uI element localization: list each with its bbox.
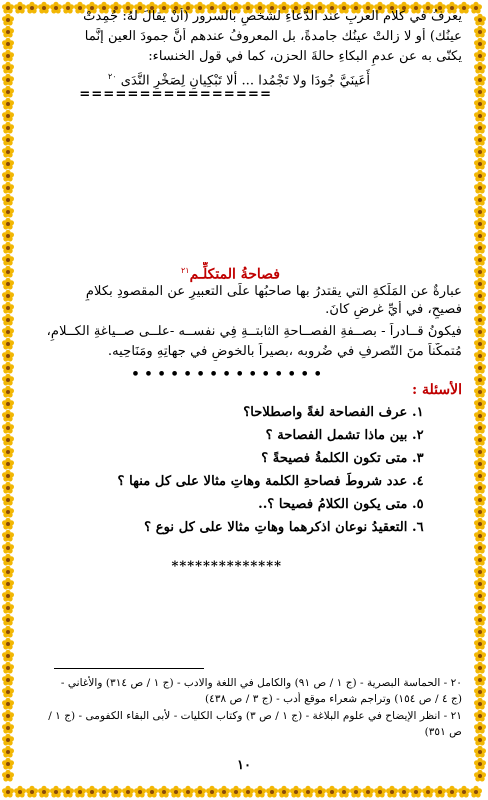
question-item bbox=[26, 497, 432, 512]
flower-ornament bbox=[2, 194, 14, 206]
question-number: ١. bbox=[412, 405, 424, 420]
flower-ornament bbox=[474, 206, 486, 218]
flower-ornament bbox=[2, 770, 14, 782]
questions-title bbox=[26, 381, 462, 400]
flower-ornament bbox=[2, 86, 14, 98]
question-text: عرف الفصاحة لغةً واصطلاحا؟ bbox=[243, 405, 408, 420]
question-item bbox=[26, 451, 432, 466]
flower-ornament bbox=[2, 494, 14, 506]
flower-ornament bbox=[474, 482, 486, 494]
flower-ornament bbox=[2, 722, 14, 734]
flower-ornament bbox=[474, 230, 486, 242]
dots-separator: • • • • • • • • • • • • • • • bbox=[131, 367, 322, 382]
question-item bbox=[26, 474, 432, 489]
flower-ornament bbox=[474, 74, 486, 86]
paragraph-line: يعرفُ في كلام العربِ عند الدُّعاءِ لشخصٍ بالسرور (أنْ يقالَ لهُ: جُمِدتْ bbox=[83, 9, 462, 24]
flower-ornament bbox=[474, 218, 486, 230]
flower-ornament bbox=[474, 350, 486, 362]
flower-ornament bbox=[2, 134, 14, 146]
flower-ornament bbox=[474, 278, 486, 290]
footnote-ref: ٢١ bbox=[181, 266, 190, 275]
question-number: ٢. bbox=[412, 428, 424, 443]
flower-ornament bbox=[2, 218, 14, 230]
question-number: ٦. bbox=[412, 520, 424, 535]
flower-ornament bbox=[2, 674, 14, 686]
flower-ornament bbox=[2, 482, 14, 494]
flower-ornament bbox=[470, 2, 482, 14]
flower-ornament bbox=[2, 254, 14, 266]
flower-ornament bbox=[2, 686, 14, 698]
flower-ornament bbox=[2, 554, 14, 566]
flower-ornament bbox=[474, 518, 486, 530]
flower-ornament bbox=[474, 62, 486, 74]
flower-ornament bbox=[474, 554, 486, 566]
question-item bbox=[26, 520, 432, 535]
paragraph-line: فصيحٍ، في أيِّ غرضٍ كانَ. bbox=[325, 302, 462, 317]
flower-ornament bbox=[474, 194, 486, 206]
flower-ornament bbox=[2, 338, 14, 350]
flower-ornament bbox=[474, 434, 486, 446]
flower-ornament bbox=[2, 314, 14, 326]
flower-ornament bbox=[2, 158, 14, 170]
footnote-line: ٢١ - انظر الإيضاح في علوم البلاغة - (ج ١ / ص ٣) وكتاب الكليات - لأبى البقاء الكفومى - (ج ١ / bbox=[48, 710, 462, 722]
question-text: متى تكون الكلمةُ فصيحةً ؟ bbox=[261, 451, 408, 466]
footnote-ref: ٢٠ bbox=[107, 72, 117, 81]
question-number: ٥. bbox=[412, 497, 424, 512]
flower-ornament bbox=[474, 662, 486, 674]
flower-ornament bbox=[474, 86, 486, 98]
footnote-line: (ج ٤ / ص ١٥٤) وتراجم شعراء موقع أدب - (ج ٣ / ص ٤٣٨) bbox=[205, 693, 462, 705]
flower-ornament bbox=[474, 638, 486, 650]
flower-ornament bbox=[2, 182, 14, 194]
flower-ornament bbox=[474, 650, 486, 662]
flower-ornament bbox=[2, 170, 14, 182]
question-text: متى يكون الكلامُ فصيحا ؟.. bbox=[258, 497, 408, 512]
flower-ornament bbox=[474, 146, 486, 158]
flower-ornament bbox=[2, 14, 14, 26]
flower-ornament bbox=[2, 302, 14, 314]
flower-ornament bbox=[474, 698, 486, 710]
flower-ornament bbox=[474, 254, 486, 266]
flower-ornament bbox=[474, 602, 486, 614]
footnote-line: ص ٣٥١) bbox=[424, 726, 462, 738]
flower-ornament bbox=[2, 530, 14, 542]
flower-ornament bbox=[2, 470, 14, 482]
flower-ornament bbox=[474, 134, 486, 146]
flower-ornament bbox=[474, 14, 486, 26]
flower-ornament bbox=[2, 734, 14, 746]
section-heading bbox=[181, 262, 280, 284]
flower-ornament bbox=[2, 422, 14, 434]
question-text: التعقيدُ نوعان اذكرهما وهاتِ مثالا على كل نوع ؟ bbox=[144, 520, 408, 535]
flower-ornament bbox=[474, 590, 486, 602]
question-text: عدد شروطَ فصاحةِ الكلمة وهاتِ مثالا على كل منها ؟ bbox=[117, 474, 408, 489]
flower-ornament bbox=[474, 266, 486, 278]
flower-ornament bbox=[474, 314, 486, 326]
flower-ornament bbox=[474, 362, 486, 374]
flower-ornament bbox=[2, 230, 14, 242]
flower-ornament bbox=[2, 566, 14, 578]
flower-ornament bbox=[2, 590, 14, 602]
paragraph-line: عبارةٌ عن المَلَكةِ التي يقتدرُ بها صاحبُها علَى التعبيرِ عن المقصودِ بكلامٍ bbox=[85, 284, 462, 299]
footnote-rule bbox=[54, 668, 204, 669]
flower-ornament bbox=[474, 578, 486, 590]
flower-ornament bbox=[474, 686, 486, 698]
flower-ornament bbox=[474, 386, 486, 398]
flower-ornament bbox=[2, 578, 14, 590]
paragraph-line: عينُك) أو لا زالتْ عينُك جامدةً، بل المعروفُ عندهم أنَّ جمودَ العين إنَّما bbox=[84, 29, 462, 44]
flower-ornament bbox=[474, 494, 486, 506]
flower-ornament bbox=[474, 758, 486, 770]
flower-ornament bbox=[2, 710, 14, 722]
flower-ornament bbox=[474, 470, 486, 482]
flower-ornament bbox=[2, 26, 14, 38]
flower-ornament bbox=[470, 786, 482, 798]
flower-ornament bbox=[474, 50, 486, 62]
question-number: ٤. bbox=[412, 474, 424, 489]
flower-ornament bbox=[474, 446, 486, 458]
flower-ornament bbox=[2, 602, 14, 614]
flower-ornament bbox=[474, 170, 486, 182]
flower-ornament bbox=[2, 786, 14, 798]
flower-ornament bbox=[14, 2, 26, 14]
flower-ornament bbox=[474, 458, 486, 470]
flower-ornament bbox=[474, 158, 486, 170]
flower-ornament bbox=[474, 38, 486, 50]
flower-ornament bbox=[474, 326, 486, 338]
flower-ornament bbox=[2, 638, 14, 650]
footnote-line: ٢٠ - الحماسة البصرية - (ج ١ / ص ٩١) والكامل في اللغة والادب - (ج ١ / ص ٣١٤) والأغاني - bbox=[60, 677, 462, 689]
flower-ornament bbox=[2, 518, 14, 530]
flower-ornament bbox=[2, 542, 14, 554]
flower-ornament bbox=[2, 506, 14, 518]
flower-ornament bbox=[2, 38, 14, 50]
flower-ornament bbox=[2, 758, 14, 770]
flower-ornament bbox=[2, 458, 14, 470]
flower-ornament bbox=[2, 374, 14, 386]
separator-line: ================ bbox=[79, 87, 272, 102]
flower-ornament bbox=[474, 722, 486, 734]
flower-ornament bbox=[2, 398, 14, 410]
questions-title-text: الأسئلة : bbox=[411, 382, 462, 398]
flower-ornament bbox=[2, 2, 14, 14]
flower-ornament bbox=[2, 146, 14, 158]
flower-ornament bbox=[2, 446, 14, 458]
flower-ornament bbox=[2, 110, 14, 122]
flower-ornament bbox=[474, 734, 486, 746]
question-item bbox=[26, 405, 432, 420]
flower-ornament bbox=[2, 266, 14, 278]
flower-ornament bbox=[474, 626, 486, 638]
flower-ornament bbox=[474, 530, 486, 542]
flower-ornament bbox=[2, 362, 14, 374]
flower-ornament bbox=[474, 110, 486, 122]
flower-ornament bbox=[2, 434, 14, 446]
flower-ornament bbox=[474, 506, 486, 518]
flower-ornament bbox=[2, 614, 14, 626]
flower-ornament bbox=[2, 350, 14, 362]
flower-ornament bbox=[2, 290, 14, 302]
flower-ornament bbox=[2, 326, 14, 338]
flower-ornament bbox=[474, 770, 486, 782]
flower-ornament bbox=[474, 98, 486, 110]
flower-ornament bbox=[474, 422, 486, 434]
flower-ornament bbox=[474, 410, 486, 422]
flower-ornament bbox=[2, 206, 14, 218]
flower-ornament bbox=[14, 786, 26, 798]
section-heading-text: فصاحةُ المتكلِّـم bbox=[189, 266, 280, 283]
paragraph-line: مُتمكّناً منَ التّصرفِ في ضُروبه ،بصيراً بالخوضِ في جهاتِهِ ومَنَاحِيه. bbox=[107, 344, 462, 359]
flower-ornament bbox=[474, 302, 486, 314]
flower-ornament bbox=[474, 710, 486, 722]
flower-ornament bbox=[2, 98, 14, 110]
flower-ornament bbox=[2, 386, 14, 398]
flower-ornament bbox=[2, 650, 14, 662]
flower-ornament bbox=[474, 614, 486, 626]
flower-ornament bbox=[2, 626, 14, 638]
question-item bbox=[26, 428, 432, 443]
question-text: بين ماذا تشمل الفصاحة ؟ bbox=[265, 428, 408, 443]
flower-ornament bbox=[474, 122, 486, 134]
flower-ornament bbox=[474, 26, 486, 38]
flower-ornament bbox=[2, 410, 14, 422]
flower-ornament bbox=[474, 746, 486, 758]
flower-ornament bbox=[474, 182, 486, 194]
page-number: ١٠ bbox=[237, 758, 251, 773]
stars-separator: ************** bbox=[171, 559, 282, 574]
question-number: ٣. bbox=[412, 451, 424, 466]
flower-ornament bbox=[2, 746, 14, 758]
flower-ornament bbox=[474, 542, 486, 554]
flower-ornament bbox=[2, 74, 14, 86]
flower-ornament bbox=[474, 566, 486, 578]
flower-ornament bbox=[2, 698, 14, 710]
flower-ornament bbox=[2, 278, 14, 290]
flower-ornament bbox=[474, 398, 486, 410]
flower-ornament bbox=[474, 374, 486, 386]
flower-ornament bbox=[2, 50, 14, 62]
verse-text: أَعَينَيَّ جُودَا ولا تَجْمُدا ... ألا تَبْكِيانِ لِصَخْرِ النَّدَى bbox=[120, 73, 371, 89]
flower-ornament bbox=[474, 242, 486, 254]
flower-ornament bbox=[2, 62, 14, 74]
flower-ornament bbox=[2, 662, 14, 674]
flower-ornament bbox=[474, 338, 486, 350]
flower-ornament bbox=[2, 242, 14, 254]
paragraph-line: يكنّى به عن عدمِ البكاءِ حالةَ الحزن، كما في قول الخنساء: bbox=[148, 49, 462, 64]
flower-ornament bbox=[474, 290, 486, 302]
flower-ornament bbox=[2, 122, 14, 134]
paragraph-line: فيكونُ قــادراً - بصــفةِ الفصــاحةِ الثابتــةِ فِي نفســه -علــى صــياغةِ الكــلامِ، bbox=[46, 324, 462, 339]
flower-ornament bbox=[474, 674, 486, 686]
